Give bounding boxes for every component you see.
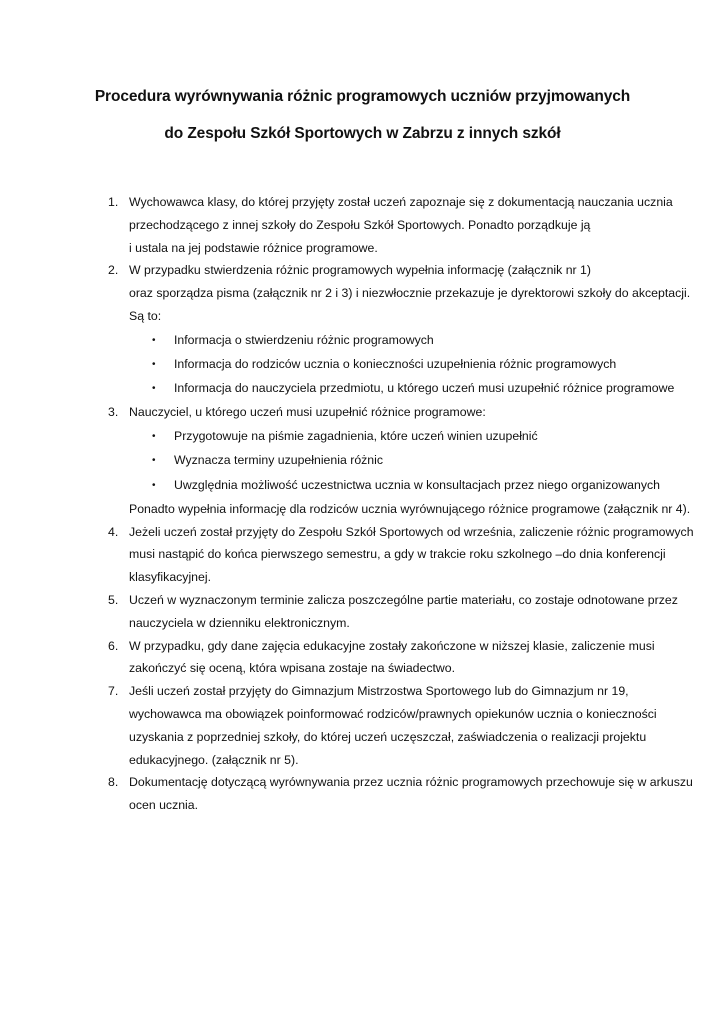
list-item-text: ocen ucznia. bbox=[129, 798, 199, 813]
list-item-number: 6. bbox=[108, 638, 119, 653]
list-item-text: W przypadku stwierdzenia różnic programowych wypełnia informację (załącznik nr 1) bbox=[129, 263, 591, 278]
list-item-text: Są to: bbox=[129, 309, 162, 323]
bullet-icon: • bbox=[152, 359, 156, 370]
list-item-number: 4. bbox=[108, 524, 119, 539]
list-item-text: Jeśli uczeń został przyjęty do Gimnazjum Mistrzostwa Sportowego lub do Gimnazjum nr 19, bbox=[129, 684, 629, 699]
bullet-item-text: Informacja do nauczyciela przedmiotu, u którego uczeń musi uzupełnić różnice programowe bbox=[174, 381, 675, 396]
list-item-number: 2. bbox=[108, 263, 119, 278]
bullet-item-text: Informacja do rodziców ucznia o konieczności uzupełnienia różnic programowych bbox=[174, 357, 617, 371]
list-item-number: 8. bbox=[108, 775, 119, 790]
list-item-number: 7. bbox=[108, 684, 119, 699]
list-item-text: przechodzącego z innej szkoły do Zespołu Szkół Sportowych. Ponadto porządkuje ją bbox=[129, 217, 591, 232]
list-item-text: zakończyć się oceną, która wpisana zostaje na świadectwo. bbox=[129, 661, 456, 676]
list-item-text: musi nastąpić do końca pierwszego semestru, a gdy w trakcie roku szkolnego –do dnia konferencji bbox=[129, 547, 666, 562]
document-title-line1: Procedura wyrównywania różnic programowych uczniów przyjmowanych bbox=[94, 88, 631, 105]
bullet-icon: • bbox=[152, 383, 156, 395]
list-item-text: W przypadku, gdy dane zajęcia edukacyjne zostały zakończone w niższej klasie, zaliczenie musi bbox=[129, 638, 655, 653]
bullet-item-text: Informacja o stwierdzeniu różnic programowych bbox=[174, 332, 434, 347]
list-item-text: Dokumentację dotyczącą wyrównywania przez ucznia różnic programowych przechowuje się w arkuszu bbox=[129, 775, 693, 790]
list-item-text: klasyfikacyjnej. bbox=[129, 570, 212, 585]
list-item-text: Jeżeli uczeń został przyjęty do Zespołu Szkół Sportowych od września, zaliczenie różnic programowych bbox=[129, 524, 694, 539]
list-item-text: Wychowawca klasy, do której przyjęty został uczeń zapoznaje się z dokumentacją nauczania ucznia bbox=[129, 195, 673, 209]
bullet-icon: • bbox=[152, 431, 156, 443]
bullet-item-text: Wyznacza terminy uzupełnienia różnic bbox=[174, 453, 384, 468]
list-item-text: Ponadto wypełnia informację dla rodziców ucznia wyrównującego różnice programowe (załącznik nr 4). bbox=[129, 501, 691, 516]
document-title-line2: do Zespołu Szkół Sportowych w Zabrzu z innych szkół bbox=[164, 125, 561, 142]
bullet-icon: • bbox=[152, 479, 156, 491]
list-item-text: i ustala na jej podstawie różnice programowe. bbox=[129, 240, 378, 255]
bullet-icon: • bbox=[152, 334, 156, 346]
list-item-text: uzyskania z poprzedniej szkoły, do której uczeń uczęszczał, zaświadczenia o realizacji projektu bbox=[129, 729, 647, 744]
list-item-text: Uczeń w wyznaczonym terminie zalicza poszczególne partie materiału, co zostaje odnotowane przez bbox=[129, 593, 678, 607]
list-item-text: edukacyjnego. (załącznik nr 5). bbox=[129, 752, 299, 767]
bullet-item-text: Przygotowuje na piśmie zagadnienia, które uczeń winien uzupełnić bbox=[174, 429, 538, 444]
list-item-text: wychowawca ma obowiązek poinformować rodziców/prawnych opiekunów ucznia o konieczności bbox=[129, 707, 657, 721]
list-item-number: 3. bbox=[108, 405, 119, 420]
bullet-icon: • bbox=[152, 455, 156, 467]
list-item-text: nauczyciela w dzienniku elektronicznym. bbox=[129, 615, 350, 630]
list-item-number: 1. bbox=[108, 195, 119, 209]
list-item-text: Nauczyciel, u którego uczeń musi uzupełnić różnice programowe: bbox=[129, 405, 486, 420]
list-item-number: 5. bbox=[108, 593, 119, 607]
list-item-text: oraz sporządza pisma (załącznik nr 2 i 3) i niezwłocznie przekazuje je dyrektorowi szkoły do akceptacji. bbox=[129, 286, 691, 301]
bullet-item-text: Uwzględnia możliwość uczestnictwa ucznia w konsultacjach przez niego organizowanych bbox=[174, 477, 660, 492]
